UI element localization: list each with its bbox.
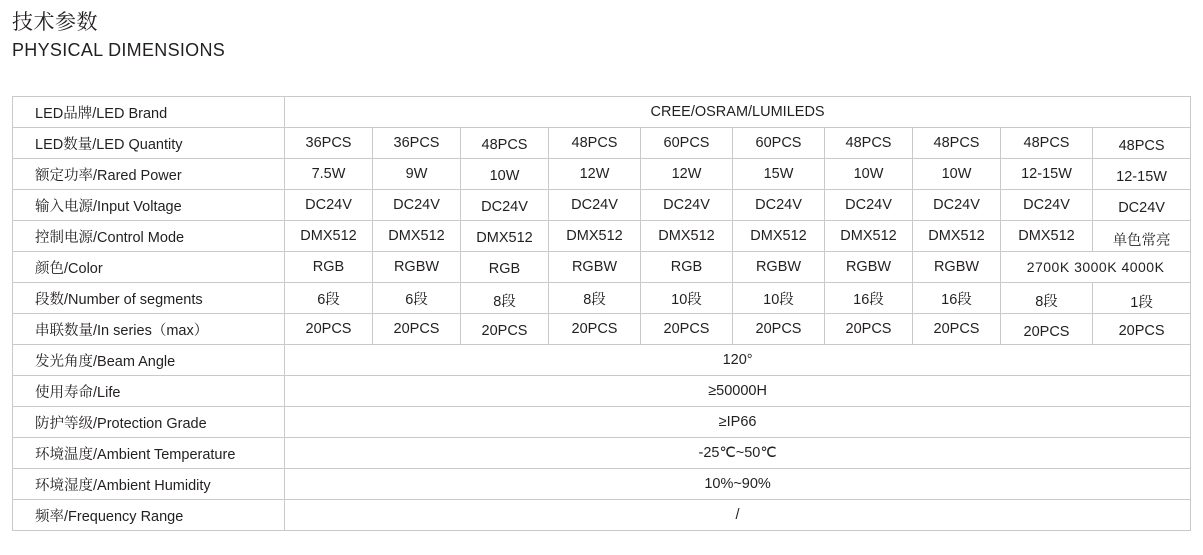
table-cell: 36PCS [373,128,461,159]
table-cell: 48PCS [549,128,641,159]
table-cell: DMX512 [825,221,913,252]
table-cell: DMX512 [285,221,373,252]
table-cell: DMX512 [461,223,549,254]
row-label: 发光角度/Beam Angle [13,345,285,376]
table-row [13,314,1191,345]
table-cell: RGBW [913,252,1001,283]
table-cell: DC24V [913,190,1001,221]
table-row [13,128,1191,159]
row-label: 频率/Frequency Range [13,500,285,531]
table-row [13,345,1191,376]
table-row [13,97,1191,128]
table-cell: 48PCS [1093,131,1191,162]
table-row [13,407,1191,438]
table-cell: 1段 [1093,286,1191,317]
table-cell: RGBW [373,252,461,283]
table-cell: 60PCS [641,128,733,159]
table-cell: RGB [641,252,733,283]
row-label: 防护等级/Protection Grade [13,407,285,438]
table-cell: 12-15W [1093,162,1191,193]
table-cell: RGBW [733,252,825,283]
table-row [13,159,1191,190]
table-cell: DMX512 [641,221,733,252]
table-cell: 20PCS [373,314,461,345]
table-cell: 10W [461,161,549,192]
table-row [13,500,1191,531]
row-merged-value: ≥50000H [285,376,1191,407]
table-cell: 48PCS [1001,128,1093,159]
specifications-table [12,96,1191,531]
table-cell: RGBW [549,252,641,283]
table-cell: DC24V [733,190,825,221]
row-label: 使用寿命/Life [13,376,285,407]
table-cell: DMX512 [1001,221,1093,252]
table-cell: 9W [373,159,461,190]
table-cell: 48PCS [913,128,1001,159]
row-label: 串联数量/In series（max） [13,314,285,345]
table-cell: 8段 [1001,285,1093,316]
row-label: 额定功率/Rared Power [13,159,285,190]
table-cell: 15W [733,159,825,190]
table-cell: DMX512 [733,221,825,252]
row-merged-value: 120° [285,345,1191,376]
table-cell: DC24V [373,190,461,221]
row-label: 控制电源/Control Mode [13,221,285,252]
table-cell: 20PCS [285,314,373,345]
row-merged-value: / [285,500,1191,531]
table-cell: DC24V [1093,193,1191,224]
table-cell: RGB [285,252,373,283]
table-cell: 20PCS [641,314,733,345]
table-cell: DC24V [1001,190,1093,221]
row-merged-value: 10%~90% [285,469,1191,500]
table-cell: 2700K 3000K 4000K [1001,252,1191,283]
table-cell: 12-15W [1001,159,1093,190]
table-row [13,190,1191,221]
table-cell: 12W [549,159,641,190]
table-cell: 20PCS [913,314,1001,345]
table-row [13,376,1191,407]
table-cell: DC24V [285,190,373,221]
table-cell: 6段 [285,283,373,314]
table-cell: 20PCS [733,314,825,345]
row-merged-value: ≥IP66 [285,407,1191,438]
table-row [13,438,1191,469]
table-cell: 16段 [825,283,913,314]
table-cell: 48PCS [825,128,913,159]
table-cell: 20PCS [461,316,549,347]
row-merged-value: CREE/OSRAM/LUMILEDS [285,97,1191,128]
row-label: LED品牌/LED Brand [13,97,285,128]
table-cell: DC24V [825,190,913,221]
table-body [13,97,1191,531]
page-title [12,8,225,63]
table-cell: 16段 [913,283,1001,314]
table-cell: 20PCS [1093,316,1191,347]
page-title-en: PHYSICAL DIMENSIONS [12,40,226,60]
table-row [13,252,1191,283]
row-label: 环境湿度/Ambient Humidity [13,469,285,500]
table-row [13,469,1191,500]
table-cell: DMX512 [373,221,461,252]
table-cell: 10W [913,159,1001,190]
table-cell: 10段 [733,283,825,314]
table-cell: 7.5W [285,159,373,190]
row-label: LED数量/LED Quantity [13,128,285,159]
row-merged-value: -25℃~50℃ [285,438,1191,469]
table-cell: 20PCS [549,314,641,345]
row-label: 输入电源/Input Voltage [13,190,285,221]
table-cell: RGB [461,254,549,285]
row-label: 环境温度/Ambient Temperature [13,438,285,469]
table-cell: 单色常亮 [1093,224,1191,255]
table-cell: DMX512 [549,221,641,252]
table-cell: DC24V [641,190,733,221]
table-cell: 8段 [549,283,641,314]
table-cell: 8段 [461,285,549,316]
table-cell: 6段 [373,283,461,314]
table-row [13,221,1191,252]
table-cell: DMX512 [913,221,1001,252]
table-cell: RGBW [825,252,913,283]
table-cell: DC24V [549,190,641,221]
table-cell: 10W [825,159,913,190]
table-cell: 12W [641,159,733,190]
table-cell: 20PCS [1001,317,1093,348]
table-cell: 20PCS [825,314,913,345]
page-title-cn: 技术参数 [12,11,98,34]
table-cell: DC24V [461,192,549,223]
table-cell: 10段 [641,283,733,314]
table-cell: 60PCS [733,128,825,159]
row-label: 段数/Number of segments [13,283,285,314]
row-label: 颜色/Color [13,252,285,283]
table-cell: 36PCS [285,128,373,159]
table-cell: 48PCS [461,130,549,161]
table-row [13,283,1191,314]
